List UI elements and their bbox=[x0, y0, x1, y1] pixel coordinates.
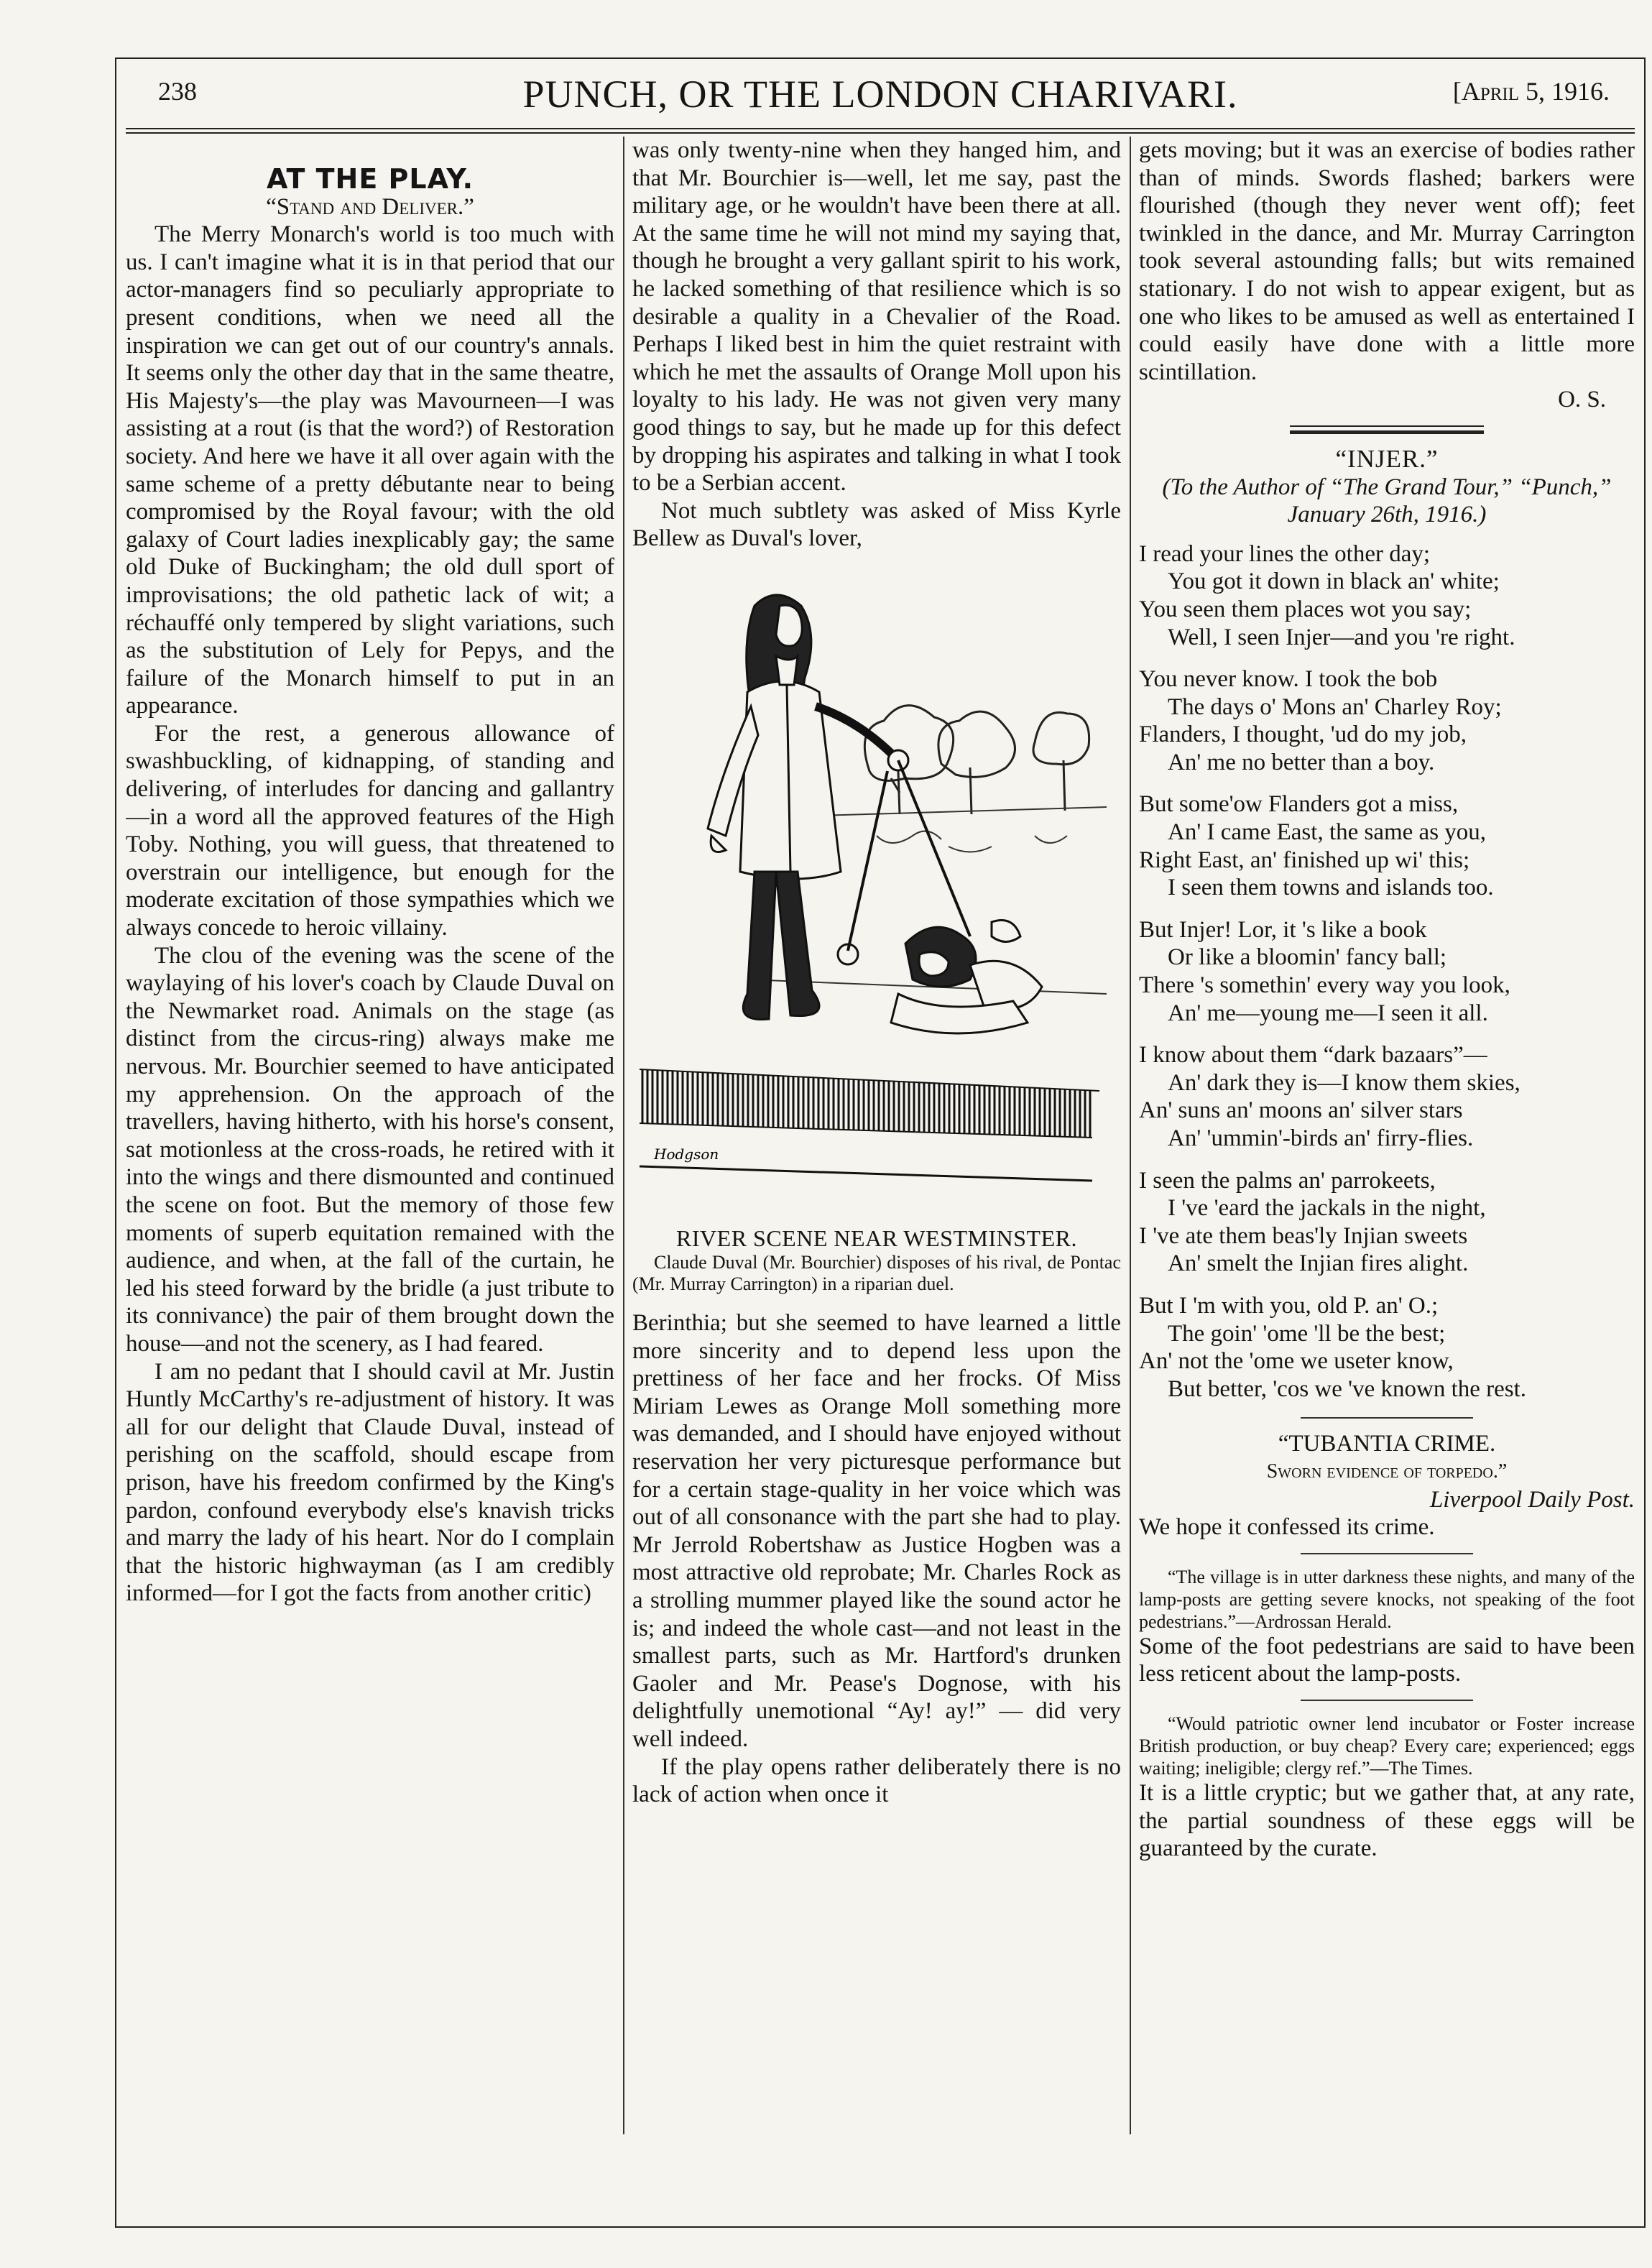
article-paragraph: I am no pedant that I should cavil at Mr. Justin Huntly McCarthy's re-adjustment of history. It was all for our delight that Claude Duval, instead of perishing on the scaffold, should escape from prison, have his freedom confirmed by the King's pardon, confound everybody else's knavish tricks and marry the lady of his heart. Nor do I complain that the historic highwayman (as I am credibly informed—for I got the facts from another critic) bbox=[126, 1358, 614, 1607]
section-separator bbox=[1301, 1700, 1473, 1701]
article-paragraph: Not much subtlety was asked of Miss Kyrle Bellew as Duval's lover, bbox=[632, 497, 1121, 552]
article-paragraph: was only twenty-nine when they hanged him, and that Mr. Bourchier is—well, let me say, past the military age, or he wouldn't have been there at all. At the same time he will not mind my saying that, though he brought a very gallant spirit to his work, he lacked something of that resilience which is so desirable a quality in a Chevalier of the Road. Perhaps I liked best in him the quiet restraint with which he met the assaults of Orange Moll upon his loyalty to his lady. He was not given very many good things to say, but he made up for this defect by dropping his aspirates and talking in what I took to be a Serbian accent. bbox=[632, 137, 1121, 497]
article-paragraph: Berinthia; but she seemed to have learned a little more sincerity and to depend less upon the prettiness of her face and her frocks. Of Miss Miriam Lewes as Orange Moll something more was demanded, and I should have enjoyed without reservation her very picturesque performance but for a certain stage-quality in her voice which was out of all consonance with the part she had to play. Mr Jerrold Robertshaw as Justice Hogben was a most attractive old reprobate; Mr. Charles Rock as a strolling mummer played like the sound actor he is; and indeed the whole cast—and not least in the smallest parts, such as Mr. Hartford's drunken Gaoler and Mr. Pease's Dognose, with his delightfully unemotional “Ay! ay!” — did very well indeed. bbox=[632, 1310, 1121, 1752]
header-rule bbox=[126, 128, 1635, 134]
poem-line: But Injer! Lor, it 's like a book bbox=[1139, 916, 1427, 943]
poem-line: There 's somethin' every way you look, bbox=[1139, 972, 1510, 999]
article-paragraph: If the play opens rather deliberately there is no lack of action when once it bbox=[632, 1753, 1121, 1808]
poem-line: Or like a bloomin' fancy ball; bbox=[1168, 944, 1447, 971]
snippet-comment: It is a little cryptic; but we gather that, at any rate, the partial soundness of these eggs will be guaranteed by the curate. bbox=[1139, 1779, 1635, 1862]
poem-stanza bbox=[1139, 1041, 1635, 1152]
column-1 bbox=[126, 137, 614, 2134]
cartoon-illustration bbox=[632, 563, 1121, 1213]
poem-line: Right East, an' finished up wi' this; bbox=[1139, 847, 1470, 873]
poem-line: An' smelt the Injian fires alight. bbox=[1168, 1250, 1469, 1277]
poem-line: I know about them “dark bazaars”— bbox=[1139, 1042, 1487, 1069]
snippet-quote: “Would patriotic owner lend incubator or Foster increase British production, or buy cheap? Every care; experienced; eggs waiting; ineligible; clergy ref.”—The Times. bbox=[1139, 1712, 1635, 1779]
snippet-quote-line: Sworn evidence of torpedo.” bbox=[1266, 1460, 1508, 1483]
poem-line: You got it down in black an' white; bbox=[1168, 568, 1500, 595]
article-paragraph: The Merry Monarch's world is too much with us. I can't imagine what it is in that period that our actor-managers find so peculiarly appropriate to present conditions, when we need all the inspiration we can get out of our country's annals. It seems only the other day that in the same theatre, His Majesty's—the play was Mavourneen—I was assisting at a rout (is that the word?) of Restoration society. And here we have it all over again with the same scheme of a pretty débutante near to being compromised by the Royal favour; with the old galaxy of Court ladies inexplicably gay; the same old Duke of Buckingham; the old dull sport of improvisations; the old pathetic lack of wit; a réchauffé only tempered by slight variations, such as the substitution of Lely for Pepys, and the failure of the Monarch himself to put in an appearance. bbox=[126, 221, 614, 719]
poem-line: The goin' 'ome 'll be the best; bbox=[1168, 1320, 1446, 1347]
poem-stanza bbox=[1139, 916, 1635, 1027]
article-paragraph: The clou of the evening was the scene of the waylaying of his lover's coach by Claude Duval on the Newmarket road. Animals on the stage (as distinct from the circus-ring) always make me nervous. Mr. Bourchier seemed to have anticipated my apprehension. On the approach of the travellers, having hitherto, with his horse's consent, sat motionless at the cross-roads, he retired with it into the wings and there dismounted and continued the scene on foot. But the memory of those few moments of superb equitation remained with the audience, and when, at the fall of the curtain, he led his steed forward by the bridle (a just tribute to its connivance) the pair of them brought down the house—and not the scenery, as I had feared. bbox=[126, 942, 614, 1357]
poem-stanza bbox=[1139, 540, 1635, 651]
snippet-comment: Some of the foot pedestrians are said to have been less reticent about the lamp-posts. bbox=[1139, 1633, 1635, 1687]
poem-line: I seen the palms an' parrokeets, bbox=[1139, 1167, 1436, 1194]
section-separator bbox=[1301, 1553, 1473, 1554]
poem-line: You seen them places wot you say; bbox=[1139, 596, 1472, 622]
page-number: 238 bbox=[158, 77, 197, 106]
poem-title: “INJER.” bbox=[1335, 444, 1439, 473]
poem-stanza bbox=[1139, 790, 1635, 901]
poem-line: I 've 'eard the jackals in the night, bbox=[1168, 1195, 1486, 1222]
cartoon-caption-text: Claude Duval (Mr. Bourchier) disposes of his rival, de Pontac (Mr. Murray Carrington) in a riparian duel. bbox=[632, 1252, 1121, 1295]
artist-signature: Hodgson bbox=[654, 1145, 719, 1163]
snippet-comment: We hope it confessed its crime. bbox=[1139, 1514, 1435, 1541]
pavement-edge bbox=[640, 1166, 1092, 1181]
column-divider bbox=[1130, 137, 1131, 2134]
issue-date: [April 5, 1916. bbox=[1452, 77, 1610, 106]
poem-line: An' not the 'ome we useter know, bbox=[1139, 1348, 1454, 1375]
poem-line: I seen them towns and islands too. bbox=[1168, 875, 1494, 901]
masthead-title: PUNCH, OR THE LONDON CHARIVARI. bbox=[522, 73, 1238, 116]
article-heading: AT THE PLAY. bbox=[266, 163, 474, 195]
page-header bbox=[115, 72, 1646, 122]
poem-line: Flanders, I thought, 'ud do my job, bbox=[1139, 722, 1467, 748]
snippet-quote: “TUBANTIA CRIME. bbox=[1278, 1431, 1496, 1457]
poem-line: An' I came East, the same as you, bbox=[1168, 819, 1487, 846]
poem-stanza bbox=[1139, 1167, 1635, 1278]
poem-line: The days o' Mons an' Charley Roy; bbox=[1168, 693, 1502, 720]
section-separator bbox=[1301, 1417, 1473, 1419]
poem-stanza bbox=[1139, 665, 1635, 776]
poem-line: I read your lines the other day; bbox=[1139, 540, 1431, 567]
poem-line: An' 'ummin'-birds an' firry-flies. bbox=[1168, 1125, 1474, 1151]
poem-stanza bbox=[1139, 1292, 1635, 1403]
poem-line: An' me—young me—I seen it all. bbox=[1168, 1000, 1488, 1026]
column-3 bbox=[1139, 137, 1635, 2134]
section-separator bbox=[1290, 425, 1484, 434]
column-divider bbox=[623, 137, 624, 2134]
poem-line: An' me no better than a boy. bbox=[1168, 749, 1435, 775]
snippet-quote: “The village is in utter darkness these nights, and many of the lamp-posts are getting severe knocks, not speaking of the foot pedestrians.”—Ardrossan Herald. bbox=[1139, 1566, 1635, 1632]
article-paragraph: For the rest, a generous allowance of swashbuckling, of kidnapping, of standing and delivering, of interludes for dancing and gallantry—in a word all the approved features of the High Toby. Nothing, you will guess, that threatened to overstrain our intelligence, but enough for the moderate excitation of those sympathies which we always concede to heroic villainy. bbox=[126, 720, 614, 941]
article-paragraph: gets moving; but it was an exercise of bodies rather than of minds. Swords flashed; barkers were flourished (though they never went off); feet twinkled in the dance, and Mr. Murray Carrington took several astounding falls; but wits remained stationary. I do not wish to appear exigent, but as one who likes to be amused as well as entertained I could easily have done with a little more scintillation. bbox=[1139, 137, 1635, 385]
poem-dedication: (To the Author of “The Grand Tour,” “Punch,” January 26th, 1916.) bbox=[1162, 474, 1612, 528]
poem-line: Well, I seen Injer—and you 're right. bbox=[1168, 624, 1515, 650]
poem-line: But some'ow Flanders got a miss, bbox=[1139, 791, 1459, 818]
cartoon-caption-title: RIVER SCENE NEAR WESTMINSTER. bbox=[676, 1225, 1077, 1251]
article-subheading: “Stand and Deliver.” bbox=[266, 193, 474, 220]
poem-line: An' suns an' moons an' silver stars bbox=[1139, 1097, 1463, 1124]
column-2 bbox=[632, 137, 1121, 2134]
poem-line: But better, 'cos we 've known the rest. bbox=[1168, 1375, 1527, 1402]
fallen-rival-figure bbox=[891, 920, 1042, 1033]
poem-line: I 've ate them beas'ly Injian sweets bbox=[1139, 1222, 1468, 1249]
poem-line: But I 'm with you, old P. an' O.; bbox=[1139, 1292, 1439, 1319]
article-signature: O. S. bbox=[1558, 387, 1606, 413]
poem-line: You never know. I took the bob bbox=[1139, 666, 1438, 693]
snippet-source: Liverpool Daily Post. bbox=[1429, 1486, 1635, 1513]
poem-line: An' dark they is—I know them skies, bbox=[1168, 1069, 1521, 1096]
